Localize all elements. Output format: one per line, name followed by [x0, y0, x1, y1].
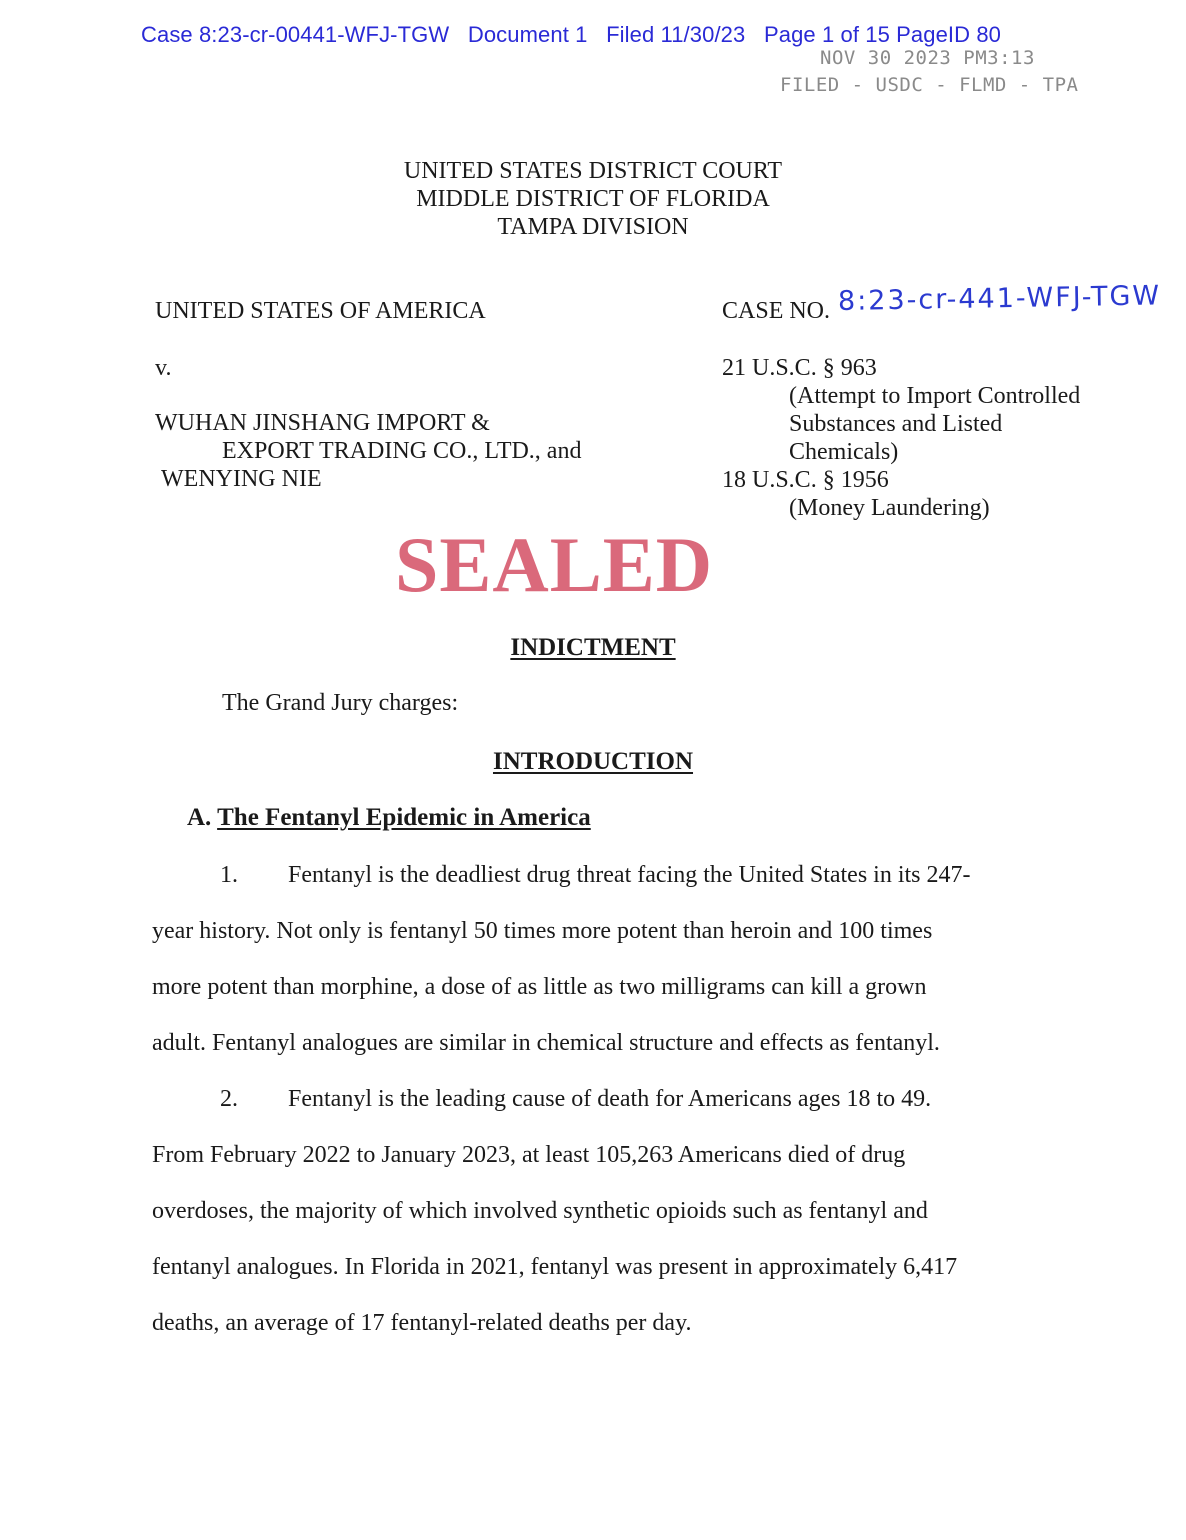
paragraph-2-line-1: Fentanyl is the leading cause of death for Americans ages 18 to 49.: [288, 1086, 932, 1112]
defendant-line-1: WUHAN JINSHANG IMPORT &: [155, 410, 490, 436]
ecf-filed: Filed 11/30/23: [606, 22, 746, 47]
statute-2: 18 U.S.C. § 1956: [722, 467, 889, 493]
statute-1-desc-1: (Attempt to Import Controlled: [789, 383, 1081, 409]
section-a-heading: [187, 804, 591, 832]
paragraph-1-number: 1.: [220, 862, 238, 888]
paragraph-1-line-2: year history. Not only is fentanyl 50 times more potent than heroin and 100 times: [152, 918, 933, 944]
filed-stamp-date: NOV 30 2023 PM3:13: [820, 47, 1035, 69]
court-district: MIDDLE DISTRICT OF FLORIDA: [416, 186, 770, 212]
section-a-letter: A.: [187, 804, 212, 831]
paragraph-2-line-5: deaths, an average of 17 fentanyl-related deaths per day.: [152, 1310, 692, 1336]
paragraph-1-line-4: adult. Fentanyl analogues are similar in chemical structure and effects as fentanyl.: [152, 1030, 940, 1056]
plaintiff: UNITED STATES OF AMERICA: [155, 298, 486, 324]
court-name: UNITED STATES DISTRICT COURT: [403, 158, 783, 184]
statute-2-desc-1: (Money Laundering): [789, 495, 990, 521]
paragraph-2-line-2: From February 2022 to January 2023, at least 105,263 Americans died of drug: [152, 1142, 906, 1168]
statute-1: 21 U.S.C. § 963: [722, 355, 877, 381]
defendant-line-2: EXPORT TRADING CO., LTD., and: [222, 438, 582, 464]
ecf-document: Document 1: [467, 22, 588, 47]
paragraph-2-line-4: fentanyl analogues. In Florida in 2021, fentanyl was present in approximately 6,417: [152, 1254, 958, 1280]
ecf-header: [141, 22, 1001, 48]
indictment-title: INDICTMENT: [510, 634, 676, 661]
grand-jury-charges: The Grand Jury charges:: [222, 690, 459, 716]
sealed-stamp: SEALED: [395, 521, 714, 608]
ecf-case-number: Case 8:23-cr-00441-WFJ-TGW: [141, 22, 450, 47]
filed-stamp-court: FILED - USDC - FLMD - TPA: [780, 74, 1079, 96]
case-number-label: CASE NO.: [722, 298, 831, 324]
paragraph-1-line-3: more potent than morphine, a dose of as little as two milligrams can kill a grown: [152, 974, 927, 1000]
section-a-title: The Fentanyl Epidemic in America: [217, 804, 591, 831]
statute-1-desc-2: Substances and Listed: [789, 411, 1003, 437]
statute-1-desc-3: Chemicals): [789, 439, 899, 465]
paragraph-1-line-1: Fentanyl is the deadliest drug threat facing the United States in its 247-: [288, 862, 971, 888]
court-division: TAMPA DIVISION: [497, 214, 689, 240]
defendant-line-3: WENYING NIE: [161, 466, 322, 492]
versus: v.: [155, 355, 172, 381]
ecf-page: Page 1 of 15 PageID 80: [763, 22, 1002, 47]
paragraph-2-number: 2.: [220, 1086, 238, 1112]
case-number-handwritten: 8:23-cr-441-WFJ-TGW: [837, 280, 1162, 317]
introduction-heading: INTRODUCTION: [492, 748, 694, 775]
paragraph-2-line-3: overdoses, the majority of which involved synthetic opioids such as fentanyl and: [152, 1198, 928, 1224]
